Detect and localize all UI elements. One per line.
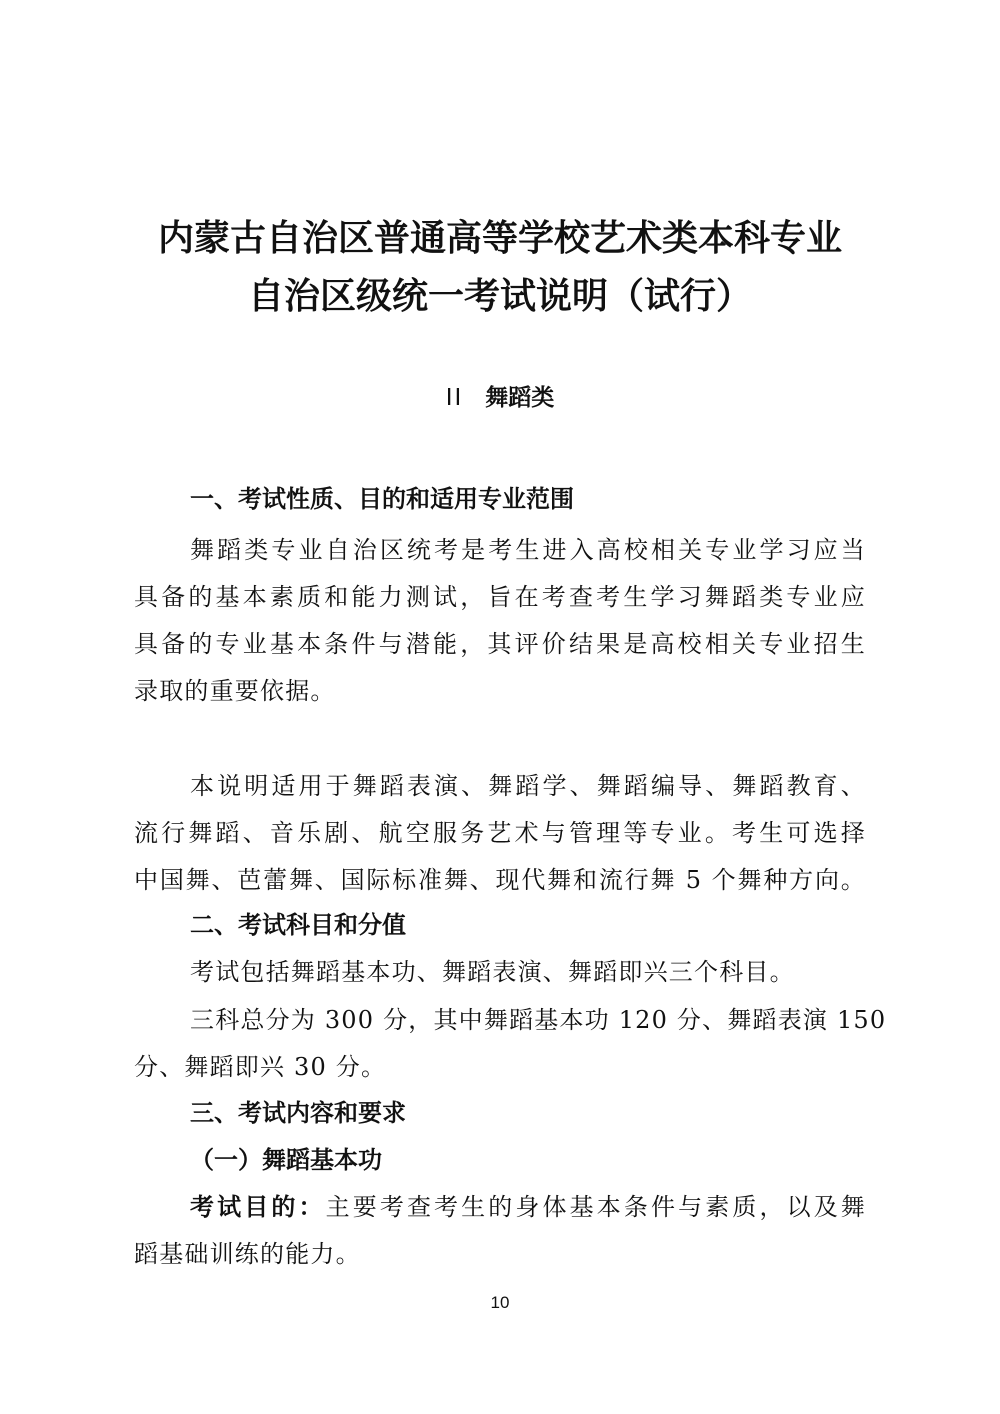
purpose-line: [190, 1192, 866, 1222]
heading-part-3: 三、考试内容和要求: [190, 1099, 406, 1127]
section-name: 舞蹈类: [485, 385, 555, 411]
paragraph-line: 蹈基础训练的能力。: [134, 1240, 361, 1268]
document-title-line-2: 自治区级统一考试说明（试行）: [247, 275, 752, 317]
paragraph-line: 具备的基本素质和能力测试，旨在考查考生学习舞蹈类专业应: [134, 583, 866, 611]
subheading-dance-basics: （一）舞蹈基本功: [190, 1146, 382, 1174]
paragraph-line: 舞蹈类专业自治区统考是考生进入高校相关专业学习应当: [190, 536, 866, 564]
section-numeral: II: [445, 385, 464, 411]
heading-part-2: 二、考试科目和分值: [190, 911, 406, 939]
paragraph-line: 本说明适用于舞蹈表演、舞蹈学、舞蹈编导、舞蹈教育、: [190, 772, 866, 800]
paragraph-line: 录取的重要依据。: [134, 677, 336, 705]
paragraph-line: 具备的专业基本条件与潜能，其评价结果是高校相关专业招生: [134, 630, 866, 658]
section-title: [0, 383, 1000, 413]
paragraph-line: 中国舞、芭蕾舞、国际标准舞、现代舞和流行舞 5 个舞种方向。: [134, 866, 866, 894]
paragraph-line: 流行舞蹈、音乐剧、航空服务艺术与管理等专业。考生可选择: [134, 819, 866, 847]
page-number: 10: [490, 1293, 510, 1312]
document-title-line-1: 内蒙古自治区普通高等学校艺术类本科专业: [157, 217, 842, 259]
paragraph-line: 分、舞蹈即兴 30 分。: [134, 1053, 387, 1081]
purpose-label: 考试目的：: [190, 1193, 326, 1221]
heading-part-1: 一、考试性质、目的和适用专业范围: [190, 485, 574, 513]
purpose-text: 主要考查考生的身体基本条件与素质，以及舞: [325, 1193, 867, 1221]
paragraph-line: 三科总分为 300 分，其中舞蹈基本功 120 分、舞蹈表演 150: [190, 1006, 887, 1034]
paragraph-line: 考试包括舞蹈基本功、舞蹈表演、舞蹈即兴三个科目。: [190, 958, 795, 986]
